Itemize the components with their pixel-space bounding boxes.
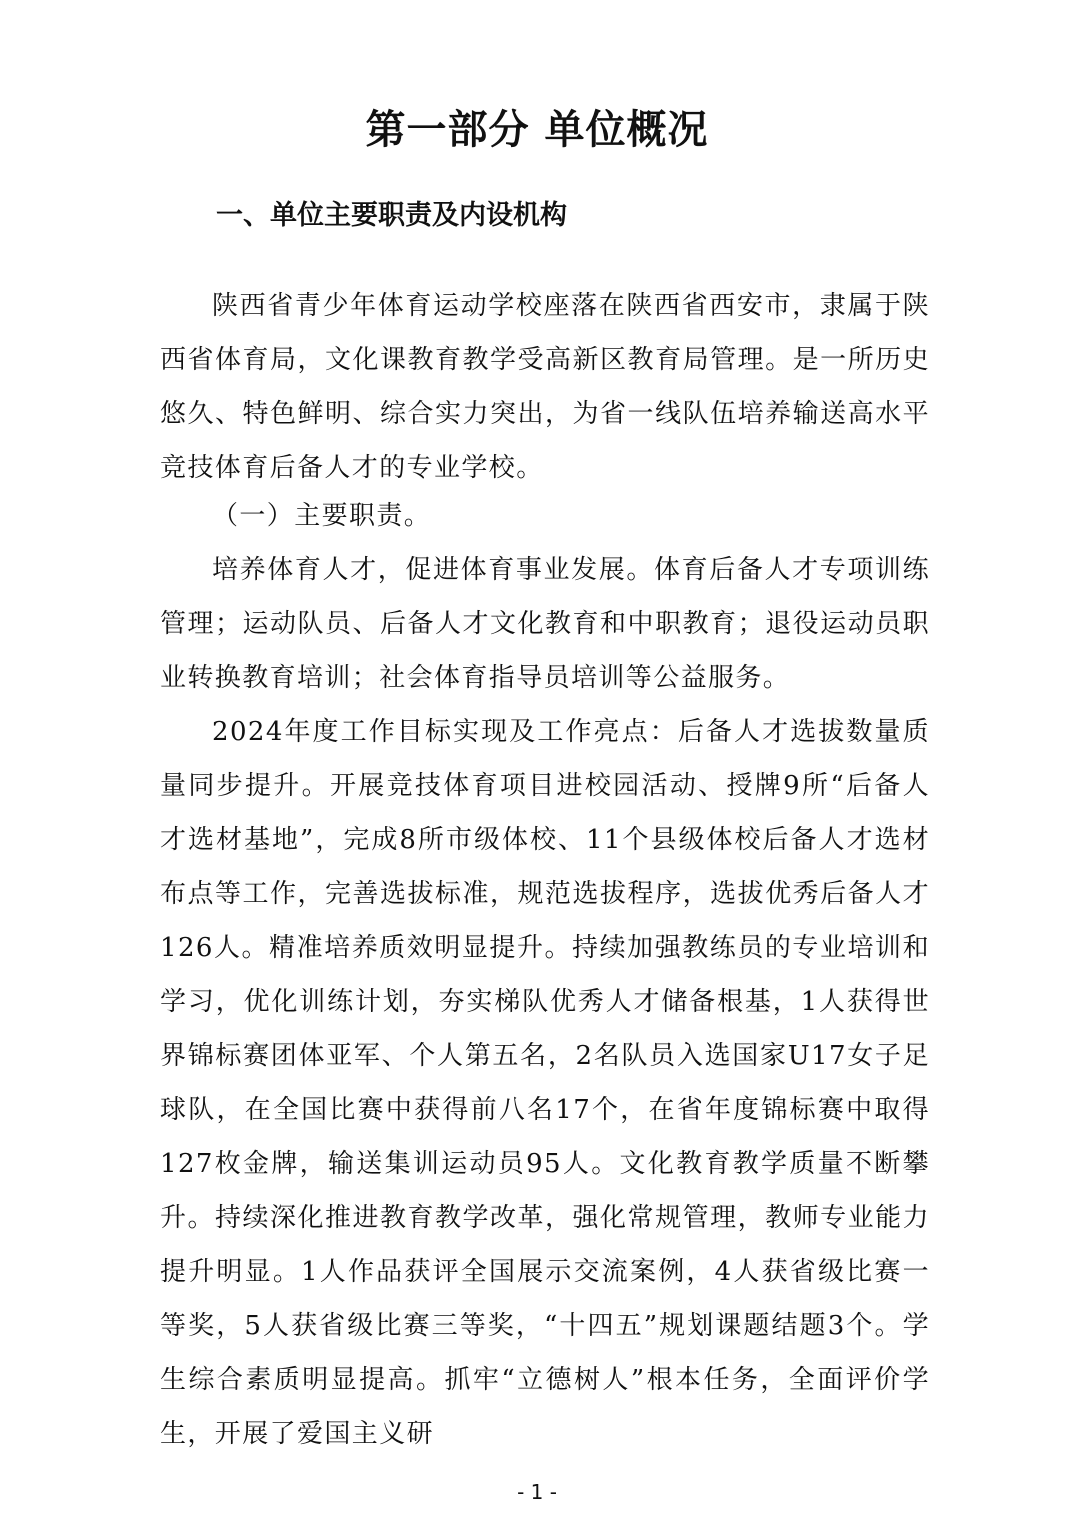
duties-paragraph: 培养体育人才，促进体育事业发展。体育后备人才专项训练管理；运动队员、后备人才文化教育和中职教育；退役运动员职业转换教育培训；社会体育指导员培训等公益服务。 xyxy=(160,555,930,693)
goals-paragraph: 2024年度工作目标实现及工作亮点：后备人才选拔数量质量同步提升。开展竞技体育项目进校园活动、授牌9所“后备人才选材基地”，完成8所市级体校、11个县级体校后备人才选材布点等工作，完善选拔标准，规范选拔程序，选拔优秀后备人才126人。精准培养质效明显提升。持续加强教练员的专业培训和学习，优化训练计划，夯实梯队优秀人才储备根基，1人获得世界锦标赛团体亚军、个人第五名，2名队员入选国家U17女子足球队，在全国比赛中获得前八名17个，在省年度锦标赛中取得127枚金牌，输送集训运动员95人。文化教育教学质量不断攀升。持续深化推进教育教学改革，强化常规管理，教师专业能力提升明显。1人作品获评全国展示交流案例，4人获省级比赛一等奖，5人获省级比赛三等奖，“十四五”规划课题结题3个。学生综合素质明显提高。抓牢“立德树人”根本任务，全面评价学生，开展了爱国主义研 xyxy=(160,717,930,1449)
duties-subheading: （一）主要职责。 xyxy=(212,501,432,531)
page-number: - 1 - xyxy=(517,1480,557,1504)
section-heading: 一、单位主要职责及内设机构 xyxy=(216,200,567,231)
page-title: 第一部分 单位概况 xyxy=(365,106,709,153)
intro-paragraph: 陕西省青少年体育运动学校座落在陕西省西安市，隶属于陕西省体育局，文化课教育教学受高新区教育局管理。是一所历史悠久、特色鲜明、综合实力突出，为省一线队伍培养输送高水平竞技体育后备人才的专业学校。 xyxy=(160,291,930,483)
